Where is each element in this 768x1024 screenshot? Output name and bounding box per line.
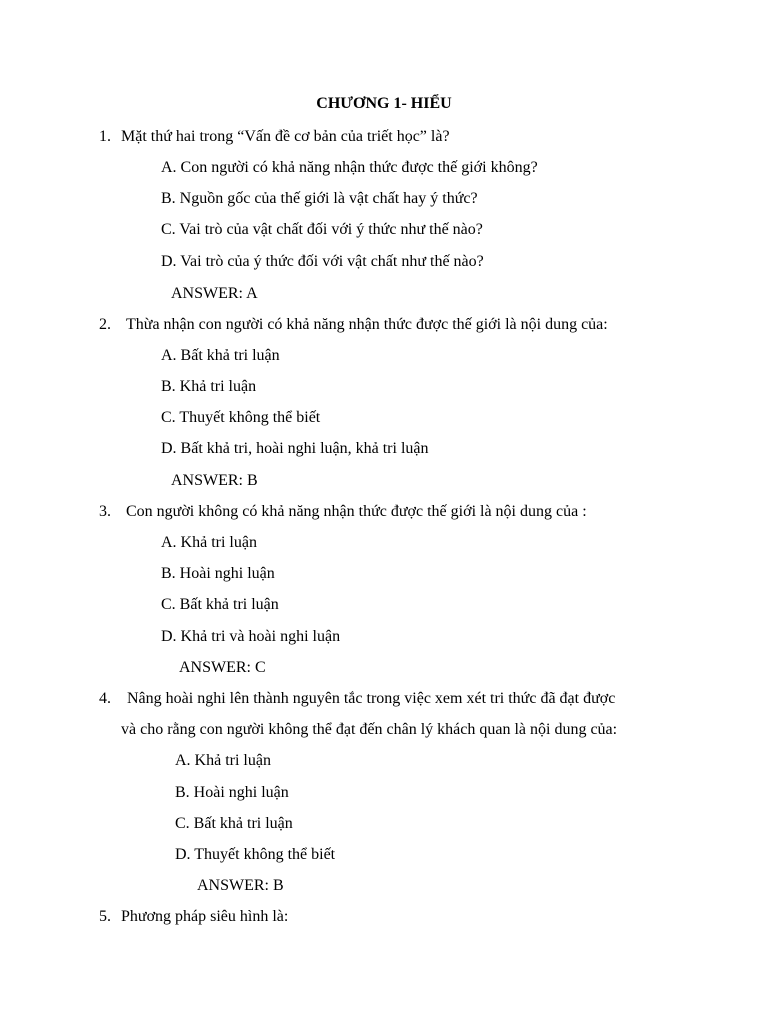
question-number: 3. [99, 503, 111, 520]
option-c: C. Vai trò của vật chất đối với ý thức như thế nào? [161, 221, 483, 238]
option-c: C. Thuyết không thể biết [161, 409, 321, 426]
option-d: D. Khả tri và hoài nghi luận [161, 628, 341, 645]
option-b: B. Khả tri luận [161, 378, 257, 395]
question-number: 5. [99, 908, 111, 925]
question-number: 1. [99, 128, 111, 145]
question-text: Nâng hoài nghi lên thành nguyên tắc trong việc xem xét tri thức đã đạt được [127, 690, 616, 707]
question-text: Con người không có khả năng nhận thức được thế giới là nội dung của : [126, 503, 587, 520]
answer: ANSWER: C [179, 659, 266, 676]
option-a: A. Khả tri luận [161, 534, 257, 551]
question-text: Mặt thứ hai trong “Vấn đề cơ bản của triết học” là? [121, 128, 450, 145]
option-b: B. Hoài nghi luận [161, 565, 275, 582]
option-c: C. Bất khả tri luận [161, 596, 279, 613]
question-text: Phương pháp siêu hình là: [121, 908, 289, 925]
option-d: D. Bất khả tri, hoài nghi luận, khả tri luận [161, 440, 429, 457]
page-title: CHƯƠNG 1- HIỂU [316, 95, 452, 112]
option-b: B. Hoài nghi luận [175, 784, 289, 801]
option-a: A. Khả tri luận [175, 752, 271, 769]
question-number: 2. [99, 316, 111, 333]
option-c: C. Bất khả tri luận [175, 815, 293, 832]
option-a: A. Con người có khả năng nhận thức được thế giới không? [161, 159, 538, 176]
option-d: D. Thuyết không thể biết [175, 846, 336, 863]
answer: ANSWER: A [171, 285, 258, 302]
option-a: A. Bất khả tri luận [161, 347, 280, 364]
answer: ANSWER: B [171, 472, 258, 489]
option-b: B. Nguồn gốc của thế giới là vật chất hay ý thức? [161, 190, 478, 207]
question-text-continued: và cho rằng con người không thể đạt đến chân lý khách quan là nội dung của: [121, 721, 618, 738]
option-d: D. Vai trò của ý thức đối với vật chất như thế nào? [161, 253, 484, 270]
question-number: 4. [99, 690, 111, 707]
answer: ANSWER: B [197, 877, 284, 894]
question-text: Thừa nhận con người có khả năng nhận thức được thế giới là nội dung của: [126, 316, 608, 333]
